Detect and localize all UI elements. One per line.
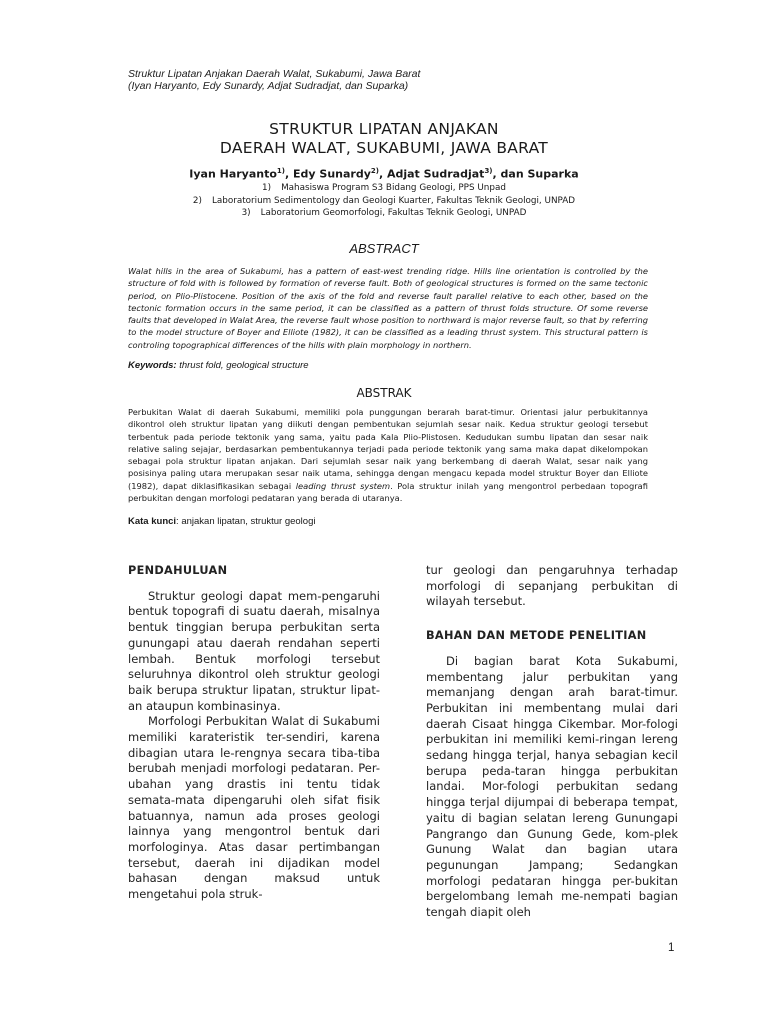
author-1-affil: 1) — [276, 167, 285, 175]
section-spacer — [426, 610, 678, 628]
abstrak-body — [128, 406, 648, 504]
running-header — [128, 68, 420, 92]
abstract-body: Walat hills in the area of Sukabumi, has a pattern of east-west trending ridge. Hills line orientation is controlled by the structure of fold with is followed by formation of reverse fault. Both of geological structures is formed on the same tectonic period, on Plio-Plistocene. Position of the axis of the fold and reverse fault parallel relative to each other, based on the tectonic formation occurs in the same period, it can be classified as a pattern of thrust folds structure. Of some reverse faults that developed in Walat Area, the reverse fault whose position to northward is major reverse fault, so that by referring to the model structure of Boyer and Elliote (1982), it can be classified as a leading thrust system. This structural pattern is controling topographical differences of the hills with plain morphology in northern. — [128, 266, 648, 350]
affiliation-3-text: Laboratorium Geomorfologi, Fakultas Teknik Geologi, UNPAD — [260, 208, 527, 218]
author-3: , Adjat Sudradjat — [378, 167, 485, 181]
abstract-keywords — [128, 360, 309, 371]
affiliation-3 — [0, 207, 768, 220]
author-2: , Edy Sunardy — [285, 167, 371, 181]
running-header-authors: (Iyan Haryanto, Edy Sunardy, Adjat Sudradjat, dan Suparka) — [128, 80, 409, 92]
affiliation-2 — [0, 195, 768, 208]
abstrak-keywords — [128, 516, 315, 527]
page-number: 1 — [668, 942, 675, 954]
right-column — [426, 563, 678, 921]
author-list — [0, 167, 768, 181]
author-1: Iyan Haryanto — [189, 167, 277, 181]
pendahuluan-paragraph-3: tur geologi dan pengaruhnya terhadap morfologi di sepanjang perbukitan di wilayah tersebut. — [426, 563, 678, 609]
affiliation-1 — [0, 182, 768, 195]
abstrak-keywords-label: Kata kunci — [128, 516, 177, 527]
pendahuluan-paragraph-2: Morfologi Perbukitan Walat di Sukabumi memiliki karateristik ter-sendiri, karena dibagian utara le-rengnya secara tiba-tiba berubah menjadi morfologi pedataran. Per-ubahan yang drastis ini tentu tidak semata-mata dipengaruhi oleh sifat fisik batuannya, namun ada proses geologi lainnya yang mengontrol bentuk dari morfologinya. Atas dasar pertimbangan tersebut, daerah ini dijadikan model bahasan dengan maksud untuk mengetahui pola struk- — [128, 714, 380, 902]
paper-title-line-2: DAERAH WALAT, SUKABUMI, JAWA BARAT — [219, 139, 549, 157]
affiliation-1-number: 1) — [262, 183, 272, 193]
abstrak-body-part-2: . Pola struktur inilah yang mengontrol perbedaan topografi perbukitan dengan morfologi pedataran yang berada di utaranya. — [128, 480, 648, 504]
bahan-paragraph-1: Di bagian barat Kota Sukabumi, membentang jalur perbukitan yang memanjang dengan arah barat-timur. Perbukitan ini membentang mulai dari daerah Cisaat hingga Cikembar. Mor-fologi perbukitan ini memiliki kemi-ringan lereng sedang hingga terjal, hanya sebagian kecil berupa peda-taran hingga perbukitan landai. Mor-fologi perbukitan sedang hingga terjal dijumpai di beberapa tempat, yaitu di bagian selatan lereng Gunungapi Pangrango dan Gunung Gede, kom-plek Gunung Walat dan bagian utara pegunungan Jampang; Sedangkan morfologi pedataran hingga per-bukitan bergelombang lemah me-nempati bagian tengah diapit oleh — [426, 653, 678, 920]
affiliation-1-text: Mahasiswa Program S3 Bidang Geologi, PPS Unpad — [281, 183, 506, 193]
left-column — [128, 563, 380, 903]
bahan-metode-heading: BAHAN DAN METODE PENELITIAN — [426, 629, 647, 643]
affiliation-2-text: Laboratorium Sedimentology dan Geologi Kuarter, Fakultas Teknik Geologi, UNPAD — [211, 195, 576, 206]
affiliation-2-number: 2) — [192, 195, 202, 206]
running-header-title: Struktur Lipatan Anjakan Daerah Walat, Sukabumi, Jawa Barat — [128, 68, 421, 80]
abstract-keywords-label: Keywords: — [128, 360, 177, 371]
pendahuluan-heading: PENDAHULUAN — [128, 564, 228, 577]
abstrak-body-part-1: Perbukitan Walat di daerah Sukabumi, memiliki pola punggungan berarah barat-timur. Orientasi jalur perbukitannya dikontrol oleh struktur lipatan yang diikuti dengan pembentukan sejumlah sesar naik. Kedua struktur geologi tersebut terbentuk pada periode tektonik yang sama, yaitu pada Kala Plio-Plistosen. Kedudukan sumbu lipatan dan sesar naik relative saling sejajar, berdasarkan pembentukannya terjadi pada periode tektonik yang sama maka dapat dikelompokan sebagai pola struktur lipatan anjakan. Dari sejumlah sesar naik yang berkembang di daerah Walat, sesar naik yang posisinya paling utara merupakan sesar naik utama, sehingga dengan mengacu kepada model struktur Boyer dan Elliote (1982), dapat diklasifikasikan sebagai — [128, 407, 648, 491]
author-3-affil: 3) — [484, 167, 493, 175]
heading-spacer — [426, 644, 678, 654]
abstract-heading: ABSTRACT — [349, 241, 419, 256]
abstract-keywords-text: thrust fold, geological structure — [176, 360, 309, 371]
author-4: , dan Suparka — [492, 167, 579, 181]
paper-title — [0, 120, 768, 158]
abstrak-heading: ABSTRAK — [356, 386, 412, 400]
paper-title-line-1: STRUKTUR LIPATAN ANJAKAN — [269, 120, 499, 138]
affiliation-3-number: 3) — [241, 208, 251, 218]
pendahuluan-paragraph-1: Struktur geologi dapat mem-pengaruhi bentuk topografi di suatu daerah, misalnya bentuk tinggian berupa perbukitan serta gunungapi atau daerah rendahan seperti lembah. Bentuk morfologi tersebut seluruhnya dikontrol oleh struktur geologi baik berupa struktur lipatan, struktur lipat-an ataupun kombinasinya. — [128, 588, 380, 713]
heading-spacer — [128, 579, 380, 589]
author-2-affil: 2) — [370, 167, 379, 175]
abstrak-body-italic: leading thrust system — [295, 480, 391, 491]
abstrak-keywords-text: : anjakan lipatan, struktur geologi — [176, 516, 316, 527]
affiliation-list — [0, 182, 768, 220]
